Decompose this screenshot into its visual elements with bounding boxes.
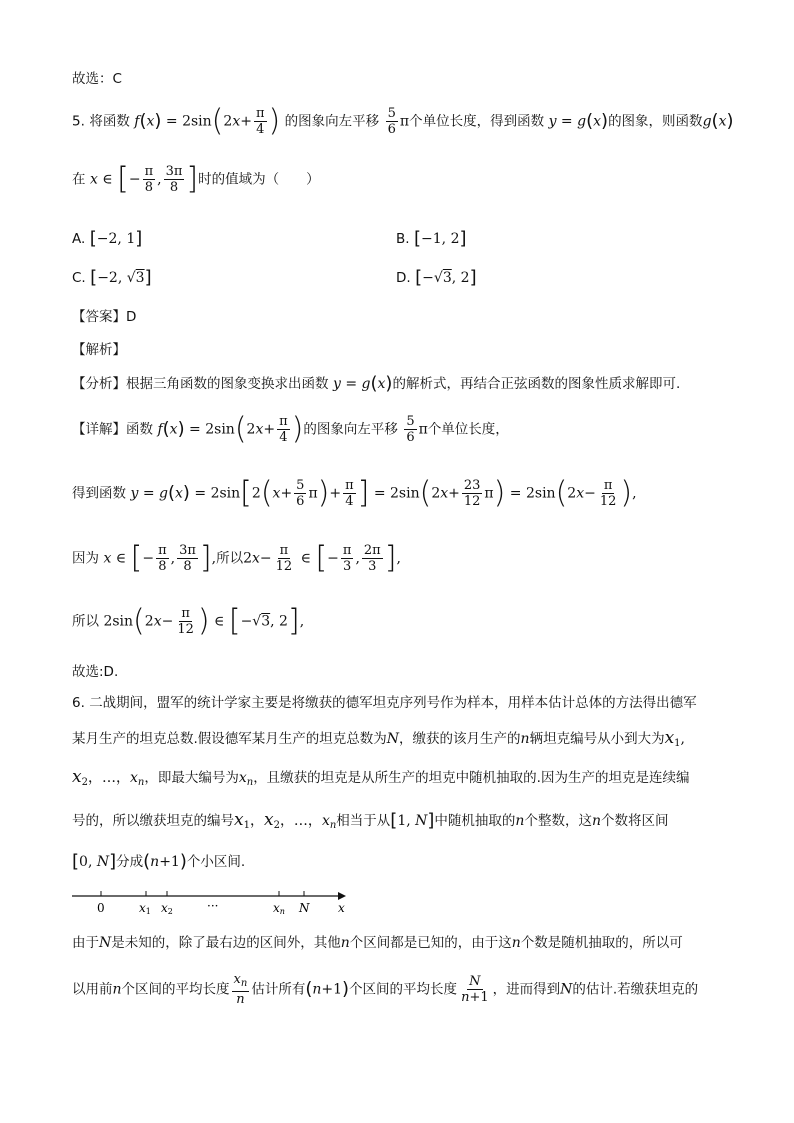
option-a: A. [−2, 1]: [72, 228, 143, 249]
option-d: D. [−√3, 2]: [396, 267, 477, 288]
q5-line2: 在 x ∈ [− $\frac{\pi}{8}$ , $\frac{3\pi}{8}$ ]时的值域为（ ）: [72, 161, 320, 197]
xiangjie-line3: 因为 x ∈ [− $\frac{\pi}{8}$ , $\frac{3\pi}{8}$ ],所以2x− $\frac{\pi}{12}$ ∈ [− $\frac{\pi}{3}$ , $\frac{2\pi}{3}$ ],: [72, 540, 401, 576]
analysis-line: [72, 338, 126, 358]
label-dots: ···: [207, 899, 219, 913]
option-c: C. [−2, √3]: [72, 267, 152, 288]
number-line-diagram: [66, 884, 366, 918]
answer-line: [72, 305, 136, 325]
q6-line4: 号的，所以缴获坦克的编号$x_1$，$x_2$，…，$x_n$相当于从[1, N]中随机抽取的n个整数，这n个数将区间: [72, 810, 669, 831]
q5-number: 5.: [72, 113, 85, 130]
analysis-tag: 【解析】: [72, 342, 126, 358]
q6-line2: 某月生产的坦克总数.假设德军某月生产的坦克总数为N，缴获的该月生产的n辆坦克编号从小到大为$x_1$,: [72, 728, 685, 749]
q6-line5: [0, N]分成(n+1)个小区间.: [72, 851, 246, 872]
label-0: 0: [97, 901, 105, 915]
q5-line1: 5. 将函数 f(x) = 2sin(2x+ $\frac{\pi}{4}$ ) 的图象向左平移 $\frac{5}{6}$ π个单位长度，得到函数 y = g(x)的图象，则函数g(x): [72, 103, 734, 139]
xiangjie-end: 故选:D.: [72, 664, 119, 680]
q6-line1: 6. 二战期间，盟军的统计学家主要是将缴获的德军坦克序列号作为样本，用样本估计总体的方法得出德军: [72, 695, 697, 711]
label-x2: x2: [161, 901, 173, 916]
answer-value: D: [126, 309, 137, 325]
label-x: x: [338, 901, 345, 915]
prev-answer-line: [72, 67, 122, 87]
axis-arrow: [338, 892, 346, 900]
answer-tag: 【答案】: [72, 309, 126, 325]
xiangjie-line2: 得到函数 y = g(x) = 2sin[2(x+ $\frac{5}{6}$ π)+ $\frac{\pi}{4}$ ] = 2sin(2x+ $\frac{23}{12}$ π) = 2sin(2x− $\frac{\pi}{12}$ ),: [72, 475, 637, 511]
prev-answer: 故选：C: [72, 71, 122, 87]
q6-line7: 以用前n个区间的平均长度 $\frac{x_n}{n}$ 估计所有(n+1)个区间的平均长度 $\frac{N}{n+1}$ ，进而得到N的估计.若缴获坦克的: [72, 972, 699, 1007]
fenxi-line: 【分析】根据三角函数的图象变换求出函数 y = g(x)的解析式，再结合正弦函数的图象性质求解即可.: [72, 373, 681, 394]
q6-number: 6.: [72, 695, 85, 711]
label-x1: x1: [139, 901, 151, 916]
xiangjie-line4: 所以 2sin(2x− $\frac{\pi}{12}$ ) ∈ [−√3, 2],: [72, 603, 305, 639]
option-b: B. [−1, 2]: [396, 228, 467, 249]
label-N: N: [299, 901, 310, 915]
label-xn: xn: [273, 901, 285, 916]
q6-line3: $x_2$，…，$x_n$，即最大编号为$x_n$，且缴获的坦克是从所生产的坦克中随机抽取的.因为生产的坦克是连续编: [72, 767, 690, 788]
q6-line6: 由于N是未知的，除了最右边的区间外，其他n个区间都是已知的，由于这n个数是随机抽取的，所以可: [72, 935, 683, 951]
xiangjie-line1: 【详解】函数 f(x) = 2sin(2x+ $\frac{\pi}{4}$ )的图象向左平移 $\frac{5}{6}$ π个单位长度，: [72, 411, 509, 447]
